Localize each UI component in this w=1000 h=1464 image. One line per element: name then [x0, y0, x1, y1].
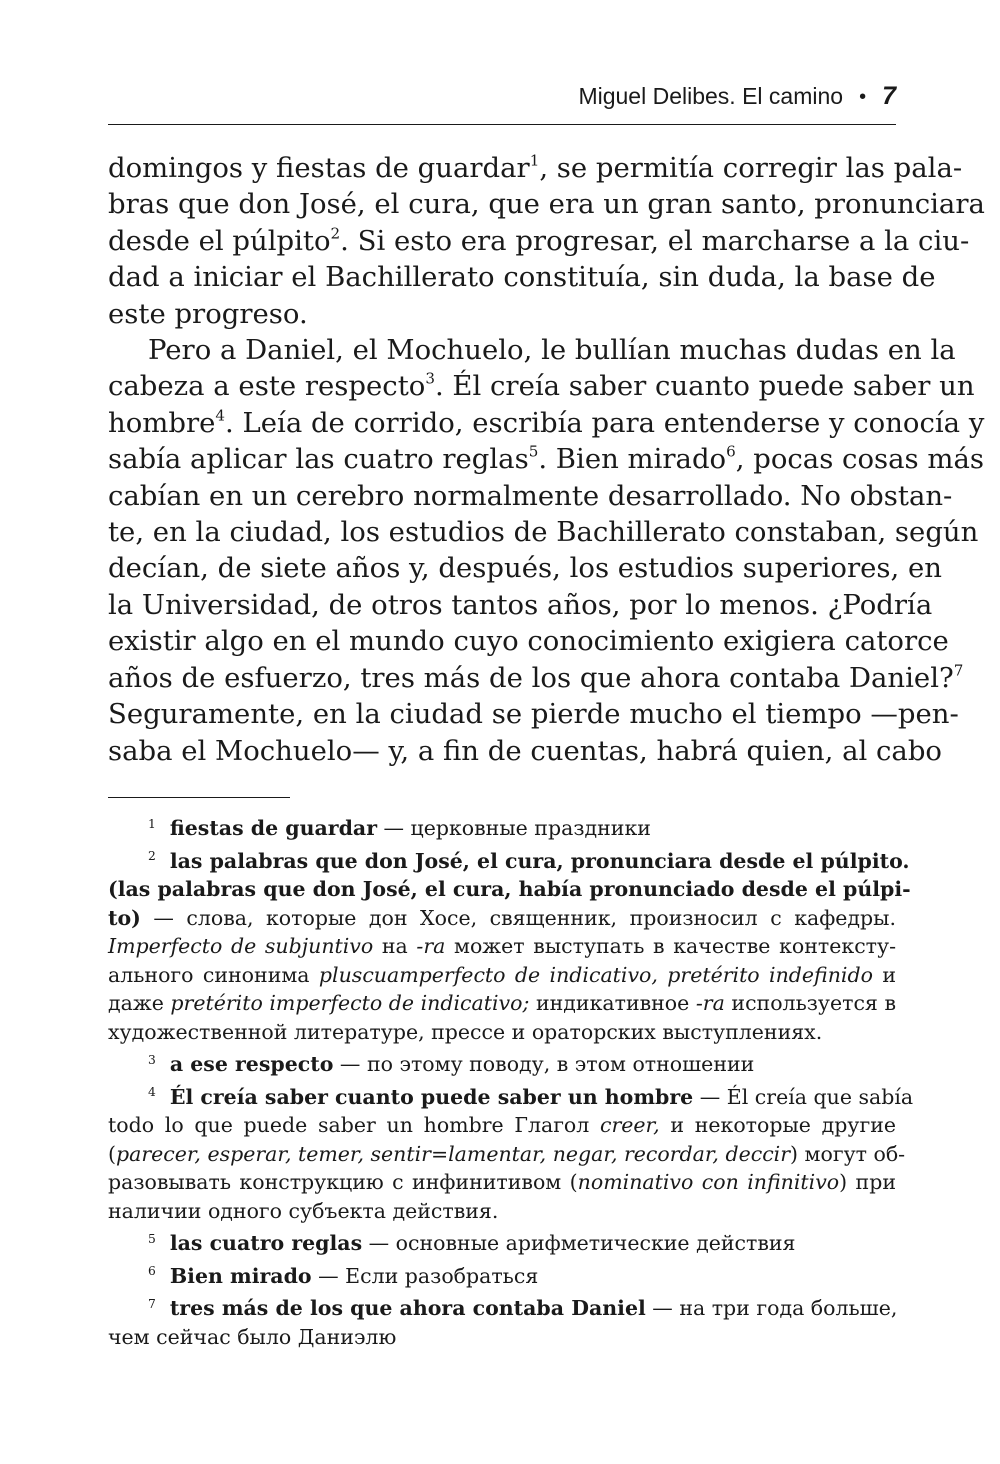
main-text — [108, 150, 985, 769]
text-line: decían, de siete años y, después, los estudios superiores, en — [108, 552, 942, 585]
footnote-term: fiestas de guardar — [169, 816, 378, 840]
footnote-1: $^1$ fiestas de guardar — церковные праздники — [148, 816, 651, 840]
footnote-number: 6 — [148, 1264, 156, 1279]
footnote-ref-1: 1 — [529, 151, 540, 170]
text-line: la Universidad, de otros tantos años, por lo menos. ¿Podría — [108, 588, 933, 621]
text-line: sabía aplicar las cuatro reglas$^5$. Bien mirado$^6$, pocas cosas más — [108, 442, 984, 476]
footnote-3: $^3$ a ese respecto — по этому поводу, в этом отношении — [148, 1052, 755, 1076]
paragraph-2 — [108, 332, 985, 769]
footnote-term: Bien mirado — [169, 1263, 312, 1288]
footnote-number: 4 — [148, 1085, 156, 1100]
text-line: domingos y fiestas de guardar$^1$, se permitía corregir las pala- — [108, 151, 963, 184]
text-line: Pero a Daniel, el Mochuelo, le bullían muchas dudas en la — [148, 334, 956, 367]
footnote-ref-4: 4 — [215, 406, 225, 425]
footnote-ref-7: 7 — [953, 661, 964, 680]
text-line: dad a iniciar el Bachillerato constituía, sin duda, la base de — [108, 261, 936, 294]
footnote-ref-3: 3 — [425, 370, 435, 389]
footnote-ref-5: 5 — [528, 442, 539, 461]
footnote-number: 1 — [148, 816, 156, 831]
running-title: Miguel Delibes. El camino — [578, 83, 844, 109]
text-line: saba el Mochuelo— y, a fin de cuentas, habrá quien, al cabo — [108, 734, 942, 767]
paragraph-1 — [108, 150, 985, 332]
footnote-term: las cuatro reglas — [169, 1231, 363, 1255]
footnotes — [108, 814, 914, 1355]
text-line: este progreso. — [108, 297, 308, 330]
header-rule — [108, 124, 896, 125]
footnote-number: 5 — [148, 1231, 156, 1246]
footnote-rule — [108, 797, 290, 798]
text-line: existir algo en el mundo cuyo conocimiento exigiera catorce — [108, 625, 949, 658]
footnote-number: 3 — [148, 1052, 156, 1067]
text-line: te, en la ciudad, los estudios de Bachillerato constaban, según — [108, 516, 979, 549]
footnote-ref-6: 6 — [726, 442, 736, 461]
footnote-term: a ese respecto — [169, 1052, 334, 1076]
text-line: Seguramente, en la ciudad se pierde mucho el tiempo —pen- — [108, 698, 959, 731]
footnote-number: 2 — [148, 849, 156, 864]
footnote-7: $^7$ tres más de los que ahora contaba Daniel — на три года больше, чем сейчас было Даниэлю — [108, 1296, 898, 1349]
bullet-separator: • — [859, 86, 867, 108]
footnote-4: $^4$ Él creía saber cuanto puede saber un hombre — Él creía que sabía todo lo que puede saber un hombre Глагол creer, и некоторые другие (parecer, esperar, temer, sentir=lamentar, negar, recordar, deccir) могут об- разовывать конструкцию с инфинитивом (nominativo con infinitivo) при наличии одного субъекта действия. — [108, 1084, 914, 1223]
footnote-6: $^6$ Bien mirado — Если разобраться — [148, 1263, 539, 1288]
text-line: años de esfuerzo, tres más de los que ahora contaba Daniel?$^7$ — [108, 661, 964, 694]
text-line: cabeza a este respecto$^3$. Él creía saber cuanto puede saber un — [108, 370, 975, 403]
text-line: hombre$^4$. Leía de corrido, escribía para entenderse y conocía y — [108, 406, 985, 439]
footnote-2: $^2$ las palabras que don José, el cura, pronunciara desde el púlpito. (las palabras que don José, el cura, había pronunciado desde el púlpi- to) — слова, которые дон Хосе, священник, произносил с кафедры. Imperfecto de subjuntivo на -ra может выступать в качестве контексту- ального синонима pluscuamperfecto de indicativo, pretérito indefinido и даже pretérito imperfecto de indicativo; индикативное -ra используется в художественной литературе, прессе и ораторских выступлениях. — [108, 848, 911, 1044]
footnote-term: Él creía saber cuanto puede saber un hombre — [169, 1084, 694, 1109]
page-number: 7 — [882, 82, 896, 110]
footnote-term: tres más de los que ahora contaba Daniel — [169, 1296, 646, 1320]
footnote-ref-2: 2 — [330, 224, 341, 243]
footnote-number: 7 — [148, 1296, 156, 1311]
footnote-5: $^5$ las cuatro reglas — основные арифметические действия — [148, 1231, 796, 1255]
text-line: cabían en un cerebro normalmente desarrollado. No obstan- — [108, 479, 953, 512]
text-line: desde el púlpito$^2$. Si esto era progresar, el marcharse a la ciu- — [108, 224, 970, 257]
footnote-term: las palabras que don José, el cura, pronunciara desde el púlpito. — [169, 848, 910, 873]
text-line: bras que don José, el cura, que era un gran santo, pronunciara — [108, 188, 985, 221]
running-header — [108, 78, 896, 114]
